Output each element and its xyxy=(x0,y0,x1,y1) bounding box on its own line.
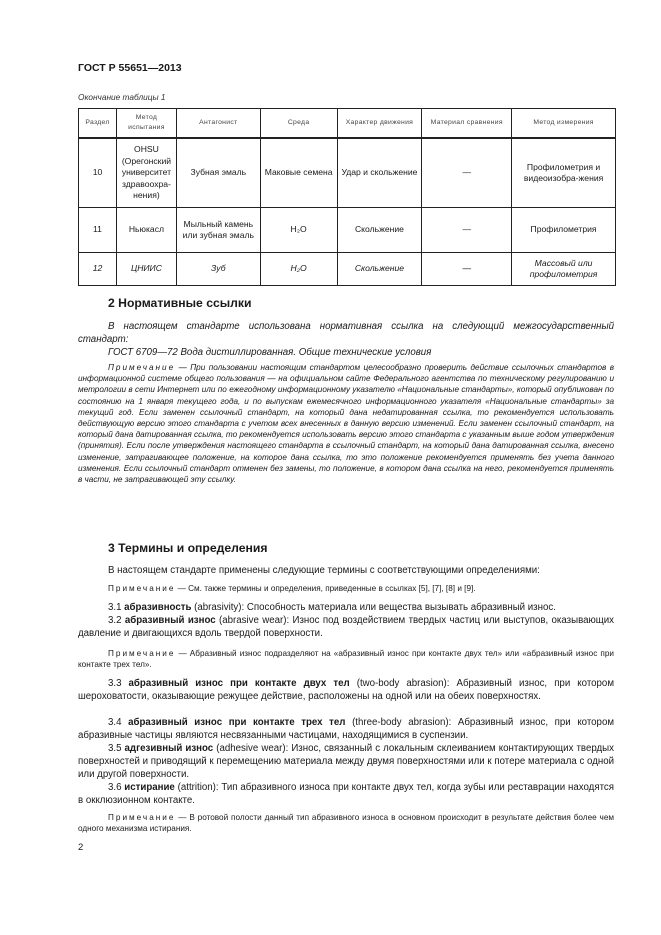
section-3-note-1 xyxy=(78,583,614,594)
table-cell: Профилометрия xyxy=(512,208,616,253)
column-header: Антагонист xyxy=(176,109,260,139)
note-label: Примечание xyxy=(108,813,176,822)
term-3-3 xyxy=(78,677,614,703)
term-3-4 xyxy=(78,716,614,742)
term-definition: (adhesive wear): Износ, связанный с локальным склеиванием контактирующих твердых поверхностей и приводящий к перемещению материала между двумя поверхностями или к потере материала с одной или другой поверхности. xyxy=(78,743,614,780)
table-row xyxy=(79,138,616,208)
column-header: Характер движения xyxy=(337,109,422,139)
term-number: 3.4 xyxy=(108,717,129,728)
note-label: Примечание xyxy=(108,584,176,593)
table-caption: Окончание таблицы 1 xyxy=(78,92,166,102)
column-header: Среда xyxy=(260,109,337,139)
term-name: абразивный износ при контакте трех тел xyxy=(128,717,346,728)
table-cell: Маковые семена xyxy=(260,138,337,208)
note-text: — Абразивный износ подразделяют на «абразивный износ при контакте двух тел» или «абразивный износ при контакте трех тел». xyxy=(78,649,614,670)
section-3-intro: В настоящем стандарте применены следующие термины с соответствующими определениями: xyxy=(108,565,540,576)
note-label: Примечание xyxy=(108,649,176,658)
table-row xyxy=(79,208,616,253)
document-header: ГОСТ Р 55651—2013 xyxy=(78,62,182,74)
section-3-title: 3 Термины и определения xyxy=(108,541,268,555)
term-definition: (abrasive wear): Износ под воздействием твердых частиц или выступов, оказывающих давление и двигающихся вдоль твердой поверхности. xyxy=(78,615,614,639)
section-2-intro: В настоящем стандарте использована нормативная ссылка на следующий межгосударственный стандарт: xyxy=(78,321,614,345)
section-3-note-3 xyxy=(78,812,614,834)
table-cell: Удар и скольжение xyxy=(337,138,422,208)
term-number: 3.2 xyxy=(108,615,125,626)
column-header: Метод испытания xyxy=(116,109,176,139)
term-definition: (attrition): Тип абразивного износа при контакте двух тел, когда зубы или реставрации находятся в окклюзионном контакте. xyxy=(78,782,614,806)
section-2-title: 2 Нормативные ссылки xyxy=(108,296,252,310)
term-definition: (two-body abrasion): Абразивный износ, при котором шероховатости, оказывающие режущее действие, расположены на одной или на обеих поверхностях. xyxy=(78,678,614,702)
term-3-2 xyxy=(78,614,614,640)
column-header: Материал сравнения xyxy=(422,109,512,139)
table-cell: Зуб xyxy=(176,253,260,286)
term-3-1 xyxy=(78,601,614,614)
table-cell: 10 xyxy=(79,138,117,208)
term-name: абразивный износ xyxy=(124,615,216,626)
table-row xyxy=(79,253,616,286)
table-cell: — xyxy=(422,208,512,253)
table-1 xyxy=(78,108,616,286)
table-cell: Мыльный камень или зубная эмаль xyxy=(176,208,260,253)
table-cell: Ньюкасл xyxy=(116,208,176,253)
table-cell: H₂O xyxy=(260,253,337,286)
term-name: абразивный износ при контакте двух тел xyxy=(128,678,350,689)
term-number: 3.1 xyxy=(108,602,125,613)
table-cell: H₂O xyxy=(260,208,337,253)
section-2-note xyxy=(78,362,614,485)
note-text: — При пользовании настоящим стандартом целесообразно проверить действие ссылочных стандартов в информационной системе общего пользования — на официальном сайте Федерального агентства по техническому регулированию и метрологии в сети Интернет или по ежегодному информационному указателю «Национальные стандарты», который опубликован по состоянию на 1 января текущего года, и по выпускам ежемесячного информационного указателя «Национальные стандарты» за текущий год. Если заменен ссылочный стандарт, на который дана недатированная ссылка, то рекомендуется использовать действующую версию этого стандарта с учетом всех внесенных в данную версию изменений. Если заменен ссылочный стандарт, на который дана датированная ссылка, то рекомендуется использовать версию этого стандарта с указанным выше годом утверждения (принятия). Если после утверждения настоящего стандарта в ссылочный стандарт, на который дана датированная ссылка, внесено изменение, затрагивающее положение, на которое дана ссылка, то это положение рекомендуется применять без учета данного изменения. Если ссылочный стандарт отменен без замены, то положение, в котором дана ссылка на него, рекомендуется применять в части, не затрагивающей эту ссылку. xyxy=(78,363,614,485)
term-number: 3.6 xyxy=(108,782,125,793)
section-2-reference: ГОСТ 6709—72 Вода дистиллированная. Общие технические условия xyxy=(108,347,432,358)
table-cell: Профилометрия и видеоизобра-жения xyxy=(512,138,616,208)
table-cell: 12 xyxy=(79,253,117,286)
table-cell: — xyxy=(422,253,512,286)
section-3-note-2 xyxy=(78,648,614,670)
term-3-6 xyxy=(78,781,614,807)
term-name: адгезивный износ xyxy=(124,743,214,754)
page-number: 2 xyxy=(78,842,84,853)
term-name: истирание xyxy=(124,782,175,793)
column-header: Метод измерения xyxy=(512,109,616,139)
table-header-row xyxy=(79,109,616,139)
term-number: 3.5 xyxy=(108,743,125,754)
note-text: — См. также термины и определения, приведенные в ссылках [5], [7], [8] и [9]. xyxy=(175,584,476,593)
note-text: — В ротовой полости данный тип абразивного износа в основном происходит в результате действия более чем одного механизма истирания. xyxy=(78,813,614,834)
note-label: Примечание xyxy=(108,363,176,372)
column-header: Раздел xyxy=(79,109,117,139)
table-cell: OHSU (Орегонский университет здравоохра-нения) xyxy=(116,138,176,208)
table-cell: 11 xyxy=(79,208,117,253)
table-cell: ЦНИИС xyxy=(116,253,176,286)
term-3-5 xyxy=(78,742,614,781)
table-cell: Скольжение xyxy=(337,253,422,286)
term-definition: (three-body abrasion): Абразивный износ, при котором абразивные частицы являются несвязанными частицами, находящимися в суспензии. xyxy=(78,717,614,741)
table-cell: — xyxy=(422,138,512,208)
term-number: 3.3 xyxy=(108,678,129,689)
term-definition: (abrasivity): Способность материала или вещества вызывать абразивный износ. xyxy=(191,602,556,613)
table-cell: Массовый или профилометрия xyxy=(512,253,616,286)
term-name: абразивность xyxy=(124,602,192,613)
table-cell: Скольжение xyxy=(337,208,422,253)
table-cell: Зубная эмаль xyxy=(176,138,260,208)
